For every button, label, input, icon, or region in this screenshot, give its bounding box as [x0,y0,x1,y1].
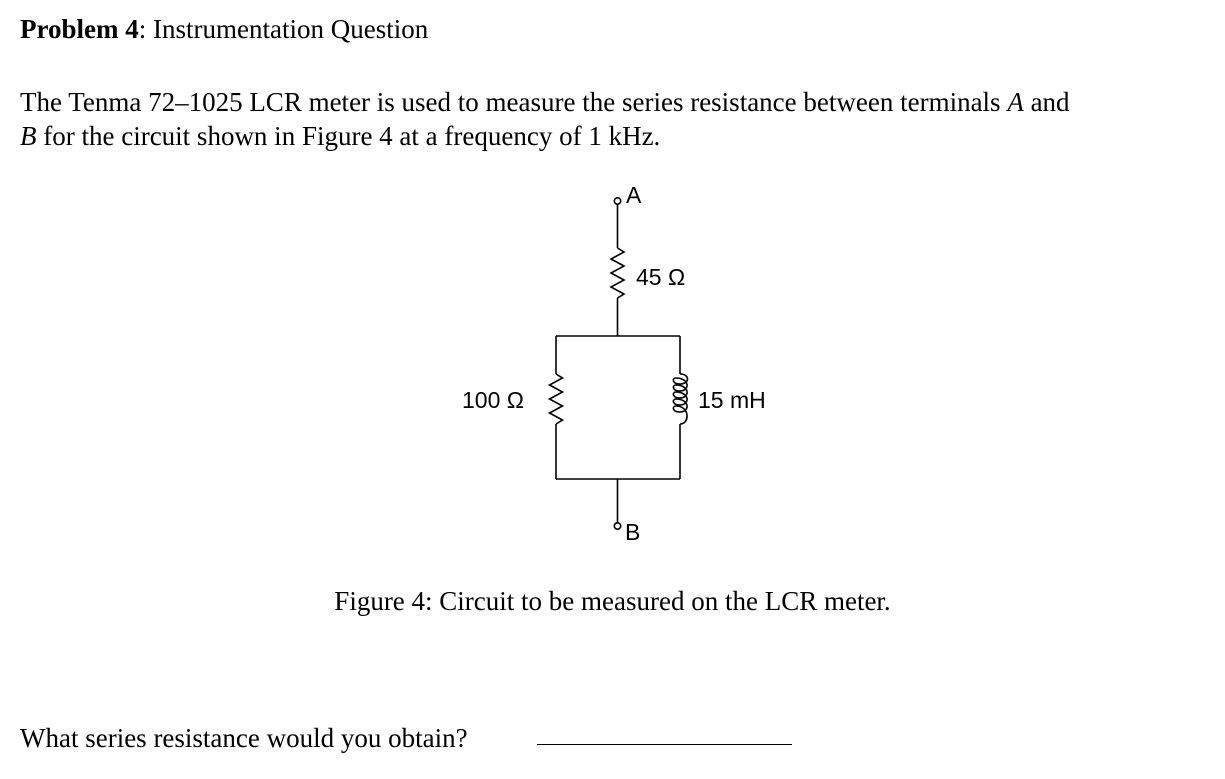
problem-separator: : [138,14,147,44]
terminal-b-label: B [625,519,641,545]
question-text: What series resistance would you obtain? [20,723,468,753]
terminal-a-node [614,198,620,204]
problem-heading [20,12,428,46]
problem-label: Problem 4 [20,14,139,44]
terminal-a-reference: A [1007,87,1024,117]
answer-blank[interactable] [537,744,792,745]
terminal-b-node [614,523,620,529]
problem-statement [20,85,1220,153]
inductor-15mh-label: 15 mH [698,387,766,413]
terminal-b-reference: B [20,121,37,151]
resistor-100-symbol [550,374,563,424]
terminal-a-label: A [626,182,642,208]
resistor-45-label: 45 Ω [636,264,686,290]
resistor-100-label: 100 Ω [462,387,524,413]
statement-text-1: The Tenma 72–1025 LCR meter is used to measure the series resistance between terminals [20,87,1008,117]
resistor-45-symbol [611,248,624,298]
problem-title: Instrumentation Question [153,14,429,44]
figure-caption: Figure 4: Circuit to be measured on the LCR meter. [334,586,891,616]
statement-text-2: for the circuit shown in Figure 4 at a frequency of 1 kHz. [36,121,661,151]
statement-text-1b: and [1023,87,1070,117]
statement-line-2 [20,119,1220,153]
inductor-15mh-symbol [673,374,687,424]
statement-line-1 [20,85,1220,119]
